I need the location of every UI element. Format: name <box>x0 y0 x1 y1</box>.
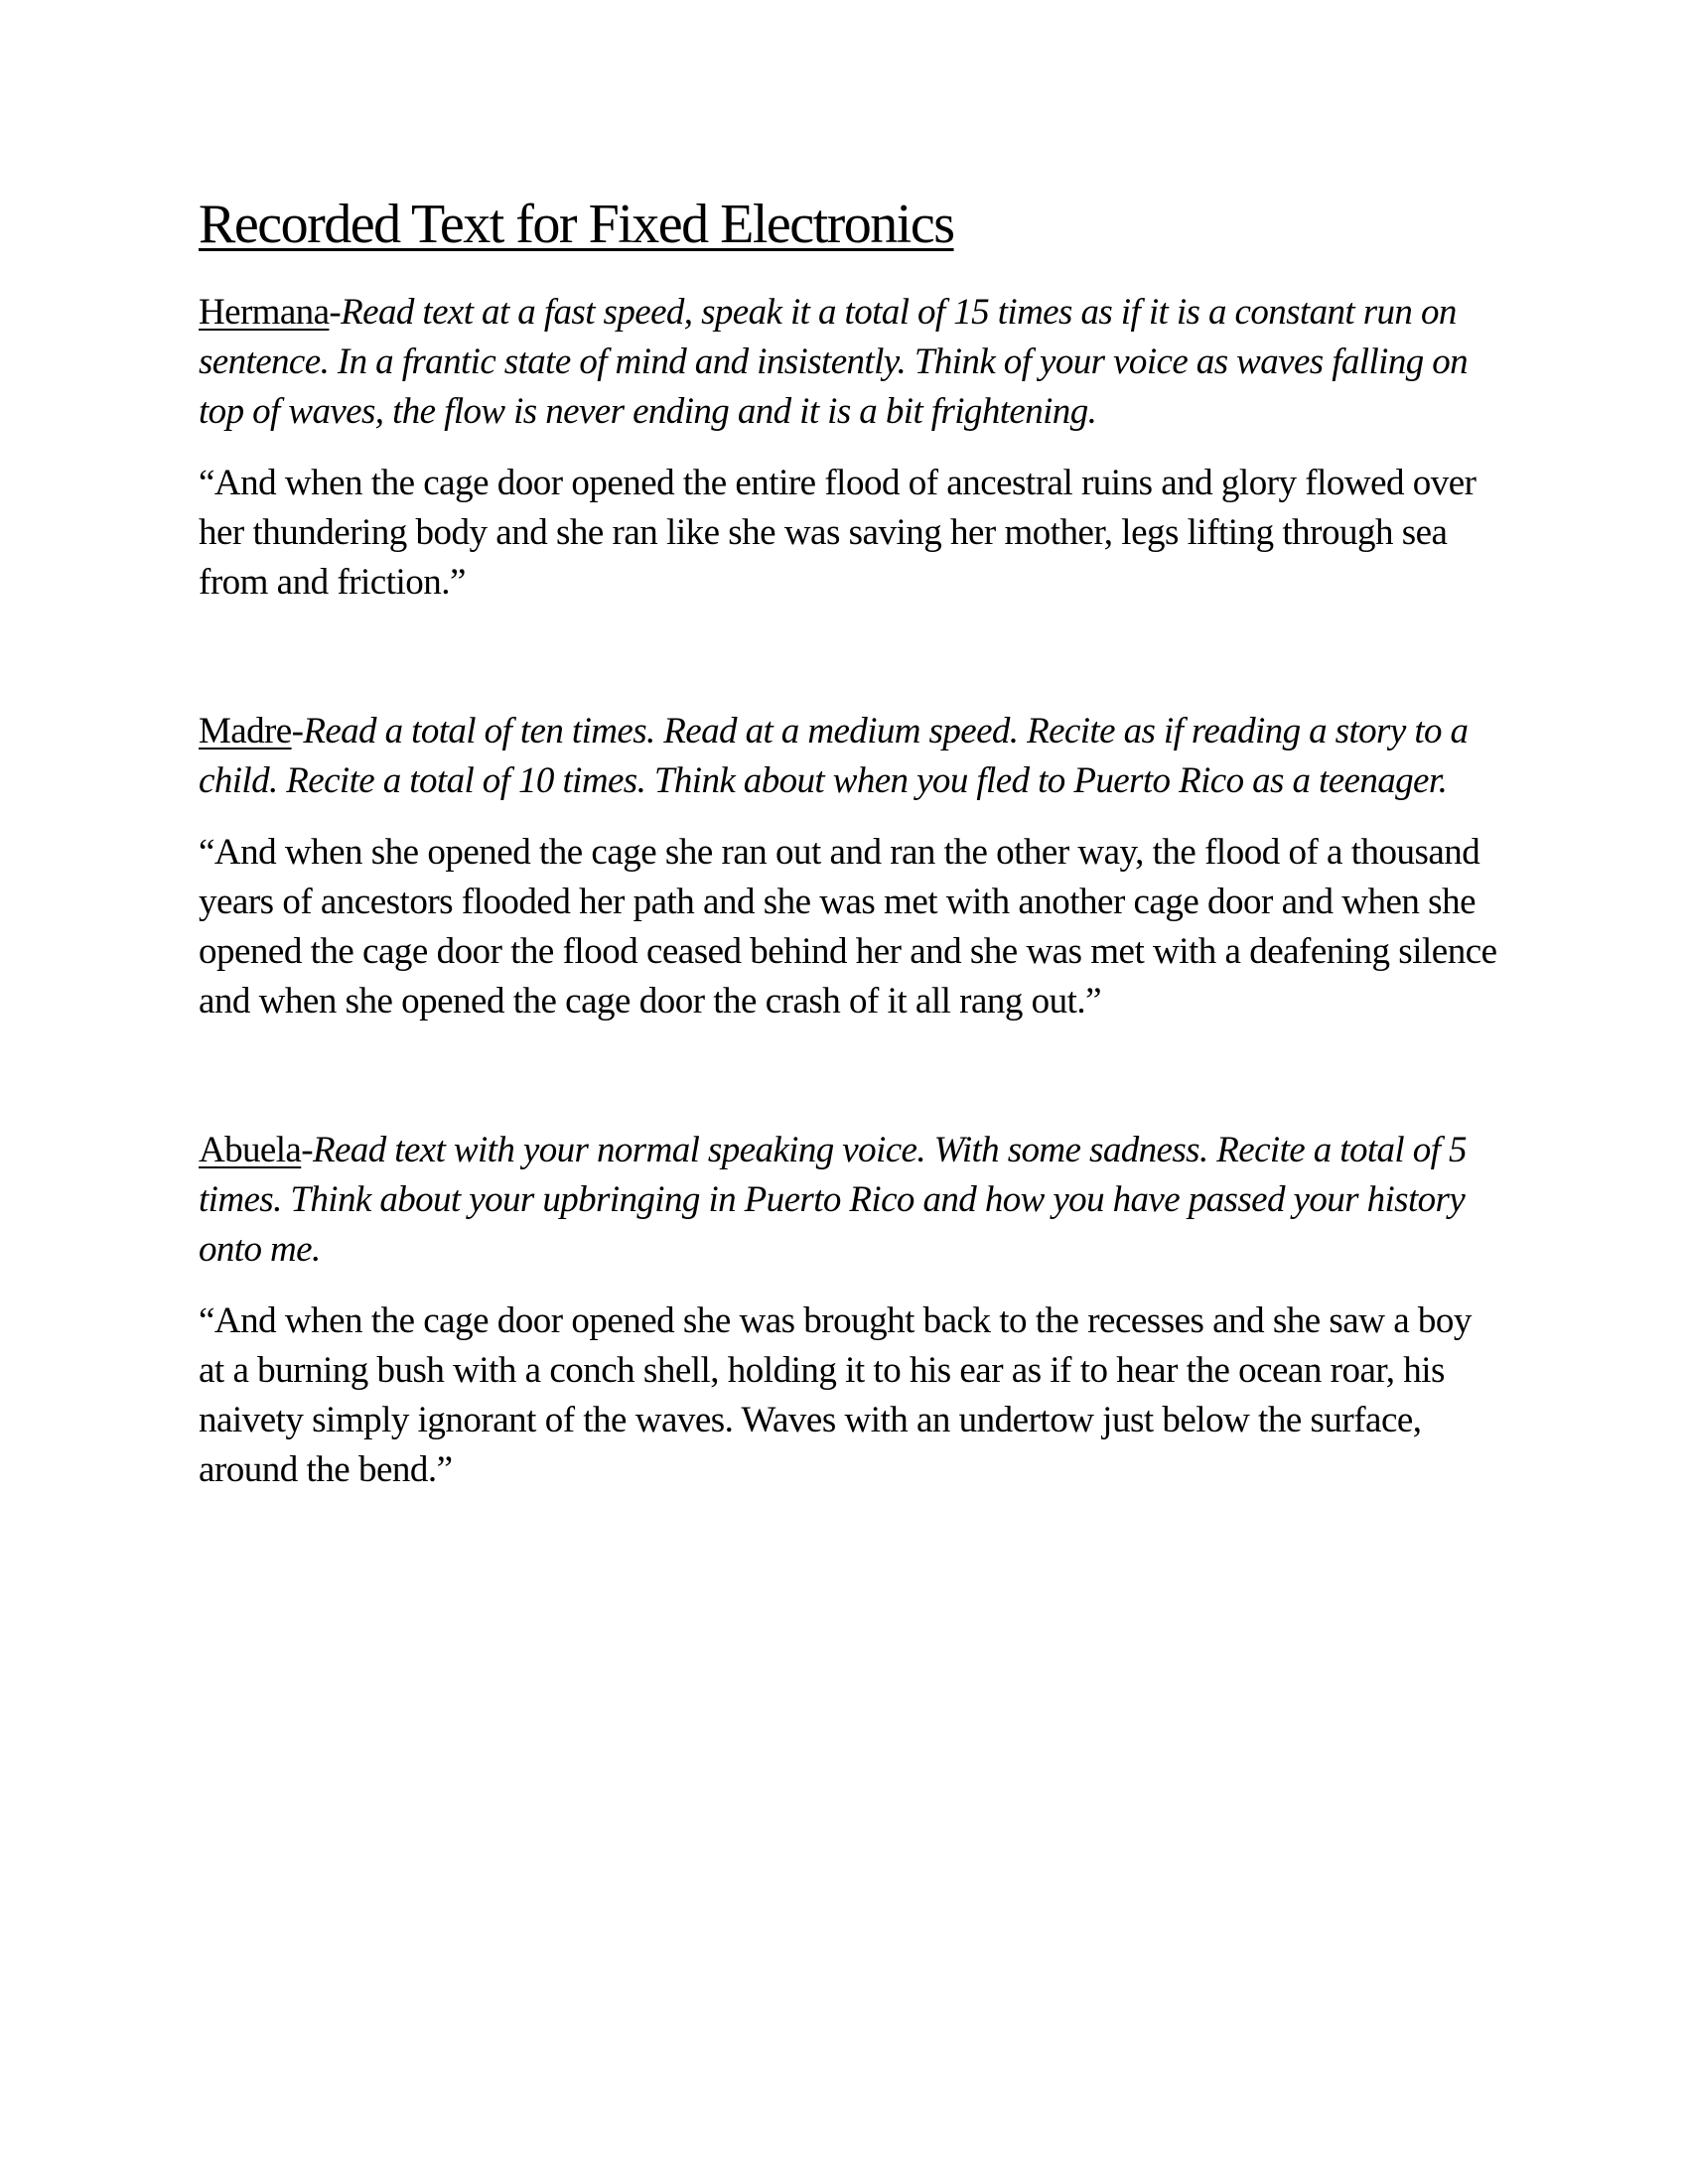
voice-name: Abuela <box>199 1130 302 1170</box>
voice-separator: - <box>301 1130 313 1170</box>
voice-name: Madre <box>199 711 292 751</box>
performance-directions: Read a total of ten times. Read at a medium speed. Recite as if reading a story to a child. Recite a total of 10 times. Think about when you fled to Puerto Rico as a teenager. <box>199 711 1469 801</box>
section-madre <box>199 707 1499 1026</box>
section-abuela <box>199 1126 1499 1495</box>
performance-directions: Read text with your normal speaking voice. With some sadness. Recite a total of 5 times. Think about your upbringing in Puerto Rico and how you have passed your history onto me. <box>199 1130 1467 1270</box>
instruction-paragraph <box>199 1126 1499 1275</box>
instruction-paragraph <box>199 288 1499 437</box>
voice-name: Hermana <box>199 292 330 333</box>
instruction-paragraph <box>199 707 1499 806</box>
document-page <box>199 189 1499 1495</box>
voice-separator: - <box>329 292 342 333</box>
recorded-text: “And when she opened the cage she ran out and ran the other way, the flood of a thousand years of ancestors flooded her path and she was met with another cage door and when she opened the cage door the flood ceased behind her and she was met with a deafening silence and when she opened the cage door the crash of it all rang out.” <box>199 832 1497 1022</box>
section-hermana <box>199 288 1499 608</box>
document-title: Recorded Text for Fixed Electronics <box>199 194 954 255</box>
recorded-text: “And when the cage door opened the entire flood of ancestral ruins and glory flowed over her thundering body and she ran like she was saving her mother, legs lifting through sea from and friction.” <box>199 463 1477 603</box>
voice-separator: - <box>291 711 304 751</box>
performance-directions: Read text at a fast speed, speak it a total of 15 times as if it is a constant run on sentence. In a frantic state of mind and insistently. Think of your voice as waves falling on top of waves, the flow is never ending and it is a bit frightening. <box>199 292 1469 432</box>
recorded-text: “And when the cage door opened she was brought back to the recesses and she saw a boy at a burning bush with a conch shell, holding it to his ear as if to hear the ocean roar, his naivety simply ignorant of the waves. Waves with an undertow just below the surface, around the bend.” <box>199 1300 1472 1490</box>
